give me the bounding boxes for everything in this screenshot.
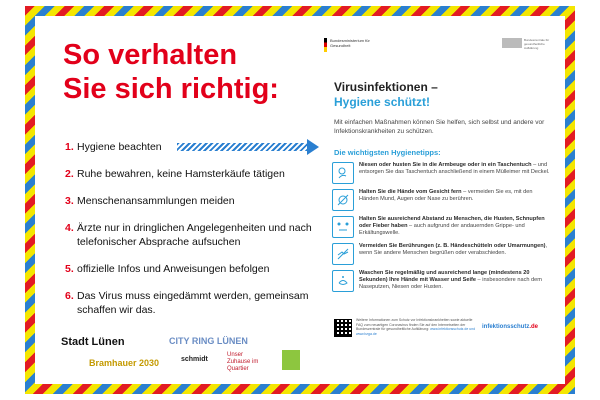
bzga-logo-text: Bundeszentrale für gesundheitliche Aufklärung	[524, 38, 550, 50]
footer-link[interactable]: www.infektionsschutz.de und www.bzga.de	[356, 327, 476, 336]
sponsor-logos	[61, 328, 321, 378]
handwash-icon	[332, 270, 354, 292]
arrow-icon	[177, 143, 307, 151]
rules-list	[65, 140, 327, 330]
arrow-head-icon	[307, 139, 319, 155]
poster-border	[25, 6, 575, 394]
tips-list	[332, 162, 552, 297]
rule-item: 2. Ruhe bewahren, keine Hamsterkäufe tätigen	[65, 168, 285, 180]
city-ring-logo: CITY RING LÜNEN	[169, 336, 248, 346]
tips-title: Die wichtigsten Hygienetipps:	[334, 148, 441, 157]
tip-item: Vermeiden Sie Berührungen (z. B. Händeschütteln oder Umarmungen), wenn Sie andere Menschen begrüßen oder verabschieden.	[332, 243, 552, 265]
tip-item: Halten Sie die Hände vom Gesicht fern – vermeiden Sie es, mit den Händen Mund, Augen oder Nase zu berühren.	[332, 189, 552, 211]
rule-item: 4. Ärzte nur in dringlichen Angelegenheiten und nach telefonischer Absprache aufsuchen	[65, 222, 312, 248]
rule-item: 6. Das Virus muss eingedämmt werden, gemeinsam schaffen wir das.	[65, 290, 309, 316]
flag-icon	[324, 38, 327, 52]
tip-item: Halten Sie ausreichend Abstand zu Menschen, die Husten, Schnupfen oder Fieber haben – auch aufgrund der andauernden Grippe- und Erkältungswelle.	[332, 216, 552, 238]
infektionsschutz-logo: infektionsschutz.de	[482, 324, 539, 330]
handshake-icon	[332, 243, 354, 265]
qr-code	[334, 319, 352, 337]
stadt-luenen-logo: Stadt Lünen	[61, 336, 125, 348]
info-subtitle: Hygiene schützt!	[334, 95, 431, 109]
tip-item: Niesen oder husten Sie in die Armbeuge oder in ein Taschentuch – und entsorgen Sie das Taschentuch anschließend in einem Mülleimer mit Deckel.	[332, 162, 552, 184]
bramhauer-logo: Bramhauer 2030	[89, 358, 160, 368]
sneeze-icon	[332, 162, 354, 184]
poster-title: So verhalten Sie sich richtig:	[63, 39, 279, 105]
info-title: Virusinfektionen –	[334, 80, 438, 94]
bzga-logo	[502, 38, 522, 48]
bmg-logo-text: Bundesministerium für Gesundheit	[330, 38, 370, 48]
rule-item: 5. offizielle Infos und Anweisungen befolgen	[65, 263, 270, 275]
face-icon	[332, 189, 354, 211]
schmidt-logo: schmidt	[181, 356, 208, 363]
poster	[35, 16, 565, 384]
quartier-logo: Unser Zuhause im Quartier	[227, 352, 259, 372]
gruen-logo	[282, 350, 300, 370]
rule-item: 1. Hygiene beachten	[65, 140, 327, 154]
footer-info: Weitere Informationen zum Schutz vor Infektionskrankheiten sowie aktuelle FAQ zum neuartigen Coronavirus finden Sie auf den Internetseiten der Bundeszentrale für gesundheitliche Aufklärung: www.infektionsschutz.de und www.bzga.de	[356, 318, 476, 336]
rule-item: 3. Menschenansammlungen meiden	[65, 195, 235, 207]
tip-item: Waschen Sie regelmäßig und ausreichend lange (mindestens 20 Sekunden) Ihre Hände mit Wasser und Seife – insbesondere nach dem Naseputzen, Niesen oder Husten.	[332, 270, 552, 292]
distance-icon	[332, 216, 354, 238]
info-intro: Mit einfachen Maßnahmen können Sie helfen, sich selbst und andere vor Infektionskrankheiten zu schützen.	[334, 119, 545, 135]
